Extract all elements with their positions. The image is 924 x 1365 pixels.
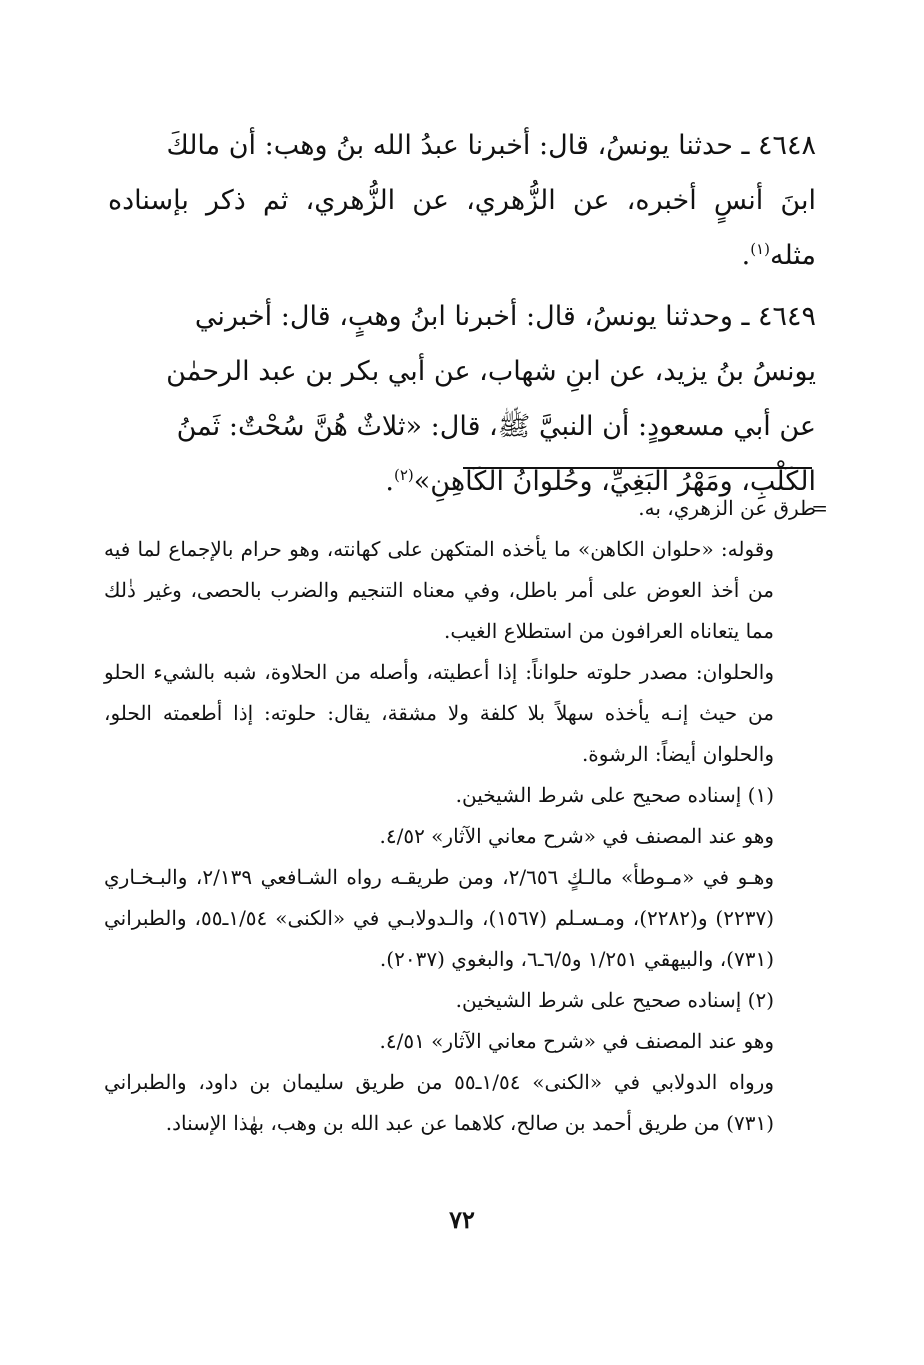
footnote-continuation: = طرق عن الزهري، به. xyxy=(104,488,816,529)
hadith-4649: ٤٦٤٩ ـ وحدثنا يونسُ، قال: أخبرنا ابنُ وهبٍ، قال: أخبرني يونسُ بنُ يزيد، عن ابنِ شهاب، عن أبي بكر بن عبد الرحمٰن عن أبي مسعودٍ: أن النبيَّ ﷺ، قال: «ثلاثٌ هُنَّ سُحْتٌ: ثَمنُ الكَلْبِ، ومَهْرُ البَغِيِّ، وحُلوانُ الكَاهِنِ»$^{(٢)}$. xyxy=(166,301,816,497)
page-number: ٧٢ xyxy=(449,1205,475,1234)
hadith-4649-line-2: يونسُ بنُ يزيد، عن ابنِ شهاب، عن أبي بكر بن عبد الرحمٰن xyxy=(166,356,816,387)
hadith-4648-line-2: ابنَ أنسٍ أخبره، عن الزُّهري، عن الزُّهري، ثم ذكر بإسناده مثله xyxy=(108,185,816,271)
footnote-ref-1: (١) xyxy=(750,240,770,258)
explanation-hulwan-kahin: وقوله: «حلوان الكاهن» ما يأخذه المتكهن على كهانته، وهو حرام بالإجماع لما فيه من أخذ العوض على أمر باطل، وفي معناه التنجيم والضرب بالحصى، وغير ذٰلك مما يتعاناه العرافون من استطلاع الغيب. xyxy=(104,537,774,643)
hadith-4649-line-3: عن أبي مسعودٍ: أن النبيَّ ﷺ، قال: «ثلاثٌ هُنَّ سُحْتٌ: ثَمنُ xyxy=(176,411,816,442)
footnote-1-source: وهو عند المصنف في «شرح معاني الآثار» ٤/٥٢. xyxy=(379,824,774,848)
hadith-4649-line-1: ٤٦٤٩ ـ وحدثنا يونسُ، قال: أخبرنا ابنُ وهبٍ، قال: أخبرني xyxy=(194,301,816,332)
footnote-ref-2: (٢) xyxy=(394,466,414,484)
hadith-4648: ٤٦٤٨ ـ حدثنا يونسُ، قال: أخبرنا عبدُ الله بنُ وهب: أن مالكَ ابنَ أنسٍ أخبره، عن الزُّهري، عن الزُّهري، ثم ذكر بإسناده مثله$^{(١)}$. xyxy=(108,130,816,271)
footnote-separator xyxy=(463,467,812,469)
footnote-1-takhrij: وهـو في «مـوطأ» مالـكٍ ٢/٦٥٦، ومن طريقـه رواه الشـافعي ٢/١٣٩، والبـخـاري (٢٢٣٧) و(٢٢٨٢)، ومـسـلم (١٥٦٧)، والـدولابـي في «الكنى» ١/٥٤ـ٥٥، والطبراني (٧٣١)، والبيهقي ١/٢٥١ و٦/٥ـ٦، والبغوي (٢٠٣٧). xyxy=(104,865,775,971)
continuation-mark: = xyxy=(811,496,828,520)
hadith-4649-line-4: الكَلْبِ، ومَهْرُ البَغِيِّ، وحُلوانُ الكَاهِنِ» xyxy=(413,466,816,497)
footnote-2-source: وهو عند المصنف في «شرح معاني الآثار» ٤/٥١. xyxy=(379,1029,774,1053)
hadith-4648-line-1: ٤٦٤٨ ـ حدثنا يونسُ، قال: أخبرنا عبدُ الله بنُ وهب: أن مالكَ xyxy=(166,130,816,161)
footnote-2-takhrij: ورواه الدولابي في «الكنى» ١/٥٤ـ٥٥ من طريق سليمان بن داود، والطبراني (٧٣١) من طريق أحمد بن صالح، كلاهما عن عبد الله بن وهب، بهٰذا الإسناد. xyxy=(104,1070,774,1135)
hadith-text xyxy=(108,118,816,515)
explanation-hulwan: والحلوان: مصدر حلوته حلواناً: إذا أعطيته، وأصله من الحلاوة، شبه بالشيء الحلو من حيث إنـه يأخذه سهلاً بلا كلفة ولا مشقة، يقال: حلوته: إذا أطعمته الحلو، والحلوان أيضاً: الرشوة. xyxy=(104,660,774,766)
footnotes xyxy=(104,488,828,1144)
footnote-1-heading: (١) إسناده صحيح على شرط الشيخين. xyxy=(455,783,774,807)
footnote-2-heading: (٢) إسناده صحيح على شرط الشيخين. xyxy=(455,988,774,1012)
